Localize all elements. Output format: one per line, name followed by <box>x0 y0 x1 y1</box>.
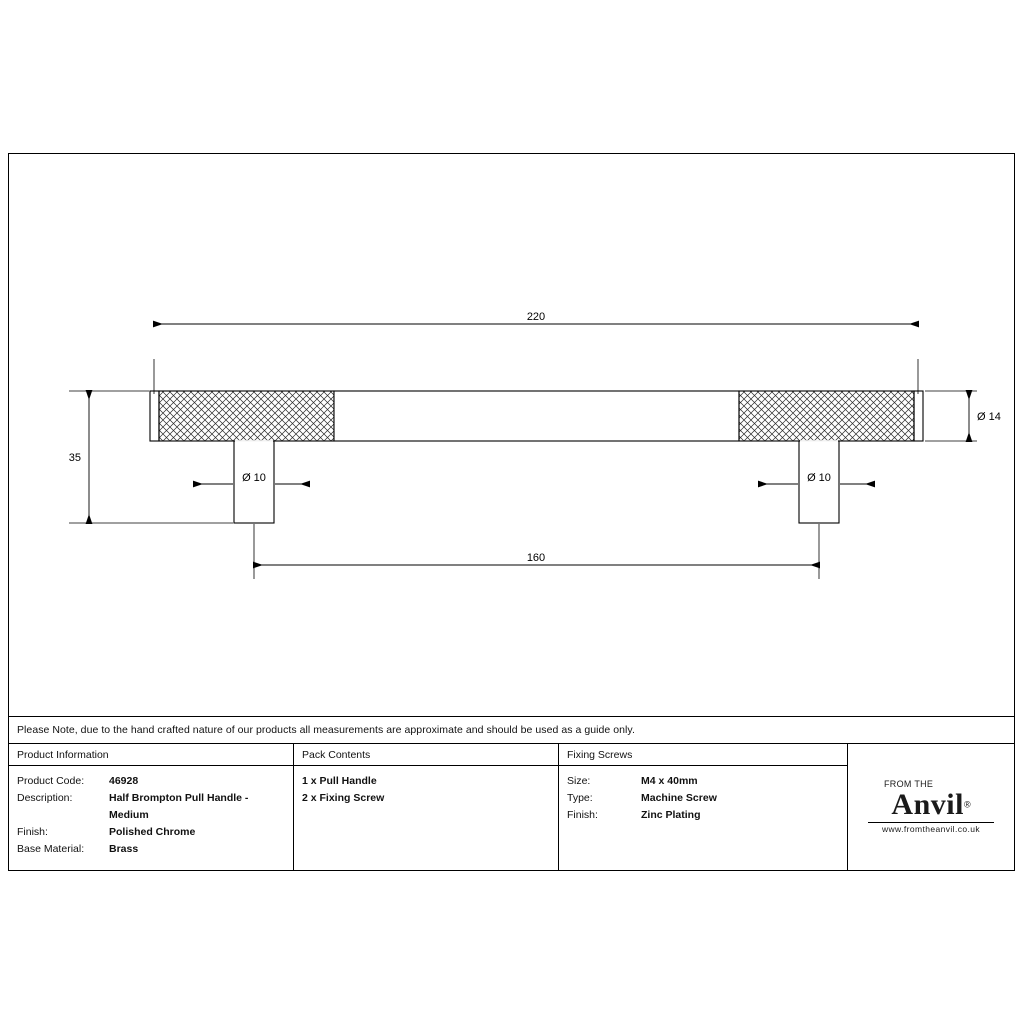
table-row <box>567 807 839 824</box>
table-row <box>17 790 285 824</box>
table-row <box>567 790 839 807</box>
screw-finish-value: Zinc Plating <box>641 809 701 821</box>
logo-registered-mark: ® <box>963 799 971 810</box>
product-information-column <box>9 744 294 870</box>
disclaimer-note-text: Please Note, due to the hand crafted nature of our products all measurements are approximate and should be used as a guide only. <box>17 724 635 736</box>
dim-fixing-centres-label: 160 <box>526 552 546 564</box>
screw-size-value: M4 x 40mm <box>641 775 698 787</box>
fixing-screws-heading: Fixing Screws <box>559 744 847 766</box>
technical-drawing <box>9 154 1014 716</box>
pack-contents-item-2: 2 x Fixing Screw <box>302 792 385 804</box>
list-item <box>302 790 550 807</box>
base-material-key: Base Material: <box>17 843 85 855</box>
pack-contents-column <box>294 744 559 870</box>
description-key: Description: <box>17 792 73 804</box>
finish-key: Finish: <box>17 826 48 838</box>
product-information-heading: Product Information <box>9 744 293 766</box>
fixing-screws-column <box>559 744 848 870</box>
dim-post-diameter-right-label: Ø 10 <box>807 472 831 484</box>
product-code-key: Product Code: <box>17 775 85 787</box>
screw-finish-key: Finish: <box>567 809 598 821</box>
disclaimer-note <box>9 716 1014 744</box>
screw-size-key: Size: <box>567 775 591 787</box>
info-table <box>9 744 1014 870</box>
finish-value: Polished Chrome <box>109 826 196 838</box>
description-value: Half Brompton Pull Handle - Medium <box>109 792 249 821</box>
brand-logo <box>848 744 1014 870</box>
screw-type-value: Machine Screw <box>641 792 717 804</box>
dim-bar-diameter-label: Ø 14 <box>977 411 1001 423</box>
dim-overall-length-label: 220 <box>526 311 546 323</box>
table-row <box>567 773 839 790</box>
product-code-value: 46928 <box>109 775 139 787</box>
table-row <box>17 824 285 841</box>
logo-top-text: FROM THE <box>884 779 934 790</box>
pack-contents-item-1: 1 x Pull Handle <box>302 775 377 787</box>
table-row <box>17 773 285 790</box>
logo-wordmark: Anvil <box>891 788 964 822</box>
list-item <box>302 773 550 790</box>
brand-logo-column <box>848 744 1014 870</box>
dim-post-diameter-left-label: Ø 10 <box>242 472 266 484</box>
drawing-sheet <box>8 153 1015 871</box>
table-row <box>17 841 285 858</box>
pack-contents-heading: Pack Contents <box>294 744 558 766</box>
logo-divider <box>868 822 994 823</box>
base-material-value: Brass <box>109 843 139 855</box>
dim-projection-label: 35 <box>68 452 81 464</box>
logo-url: www.fromtheanvil.co.uk <box>881 824 981 835</box>
screw-type-key: Type: <box>567 792 593 804</box>
